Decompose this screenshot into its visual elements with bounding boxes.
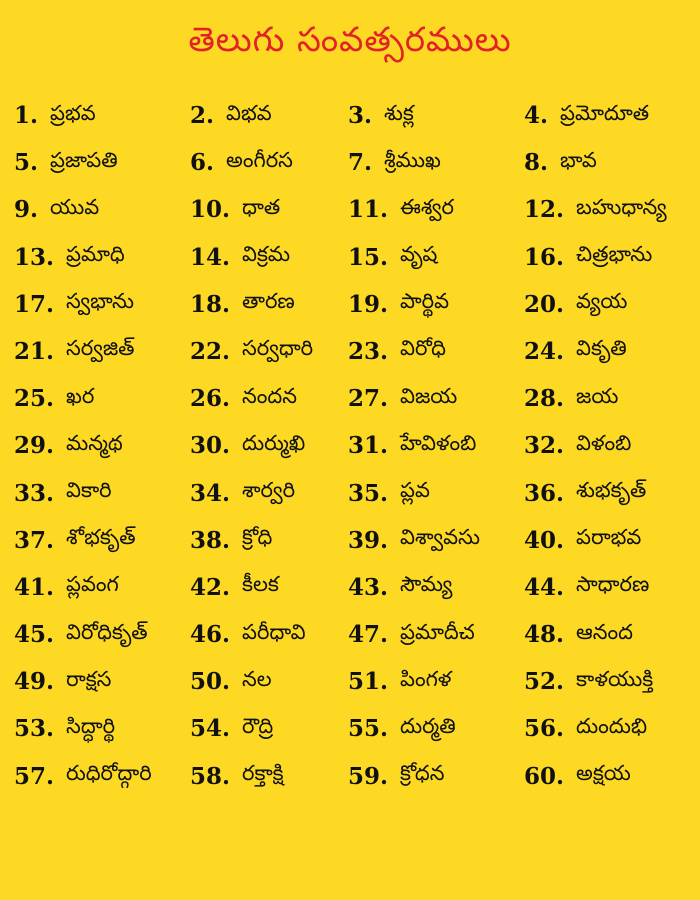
year-name: విళంబి	[576, 430, 632, 455]
year-name: సిద్ధార్థి	[66, 713, 116, 738]
year-item	[14, 92, 96, 139]
year-name: ప్రభవ	[50, 100, 96, 125]
year-number: 16.	[524, 243, 565, 271]
year-name: రక్తాక్షి	[242, 761, 284, 786]
year-number: 35.	[348, 479, 389, 507]
years-row	[0, 139, 700, 186]
year-item	[348, 422, 476, 469]
year-item	[190, 564, 279, 611]
years-row	[0, 517, 700, 564]
year-name: విభవ	[226, 100, 272, 125]
year-item	[190, 375, 297, 422]
year-number: 45.	[14, 621, 55, 649]
year-number: 2.	[190, 102, 215, 129]
year-item	[190, 658, 272, 705]
year-number: 36.	[524, 479, 565, 507]
year-item	[14, 328, 135, 375]
year-number: 3.	[348, 102, 373, 129]
year-item	[524, 92, 649, 139]
year-name: పింగళ	[400, 666, 452, 691]
year-item	[524, 328, 627, 375]
year-number: 47.	[348, 621, 389, 649]
years-row	[0, 564, 700, 611]
year-item	[190, 281, 295, 328]
years-grid	[0, 92, 700, 800]
year-item	[524, 753, 631, 800]
year-name: దుందుభి	[576, 713, 648, 738]
year-item	[524, 564, 649, 611]
year-name: నందన	[242, 383, 297, 408]
year-item	[190, 470, 295, 517]
year-name: వ్యయ	[576, 289, 628, 314]
year-number: 60.	[524, 762, 565, 790]
year-number: 53.	[14, 715, 55, 743]
year-name: ఈశ్వర	[400, 194, 455, 219]
year-item	[348, 564, 452, 611]
year-item	[348, 658, 451, 705]
year-item	[524, 422, 631, 469]
year-name: సర్వజిత్	[66, 336, 135, 361]
year-name: ప్రమోదూత	[560, 100, 650, 125]
year-number: 24.	[524, 337, 565, 365]
year-number: 50.	[190, 668, 231, 696]
year-number: 8.	[524, 149, 549, 177]
year-item	[14, 375, 94, 422]
year-number: 11.	[348, 196, 389, 224]
year-number: 29.	[14, 432, 55, 460]
years-row	[0, 186, 700, 233]
year-number: 9.	[14, 196, 39, 224]
year-number: 40.	[524, 526, 565, 554]
year-name: దుర్మతి	[400, 713, 456, 738]
year-number: 25.	[14, 385, 55, 413]
year-name: వికారి	[66, 478, 112, 502]
year-name: దుర్ముఖి	[242, 430, 306, 455]
year-number: 44.	[524, 573, 565, 601]
year-number: 43.	[348, 573, 389, 601]
year-item	[14, 753, 152, 800]
year-number: 51.	[348, 668, 389, 696]
year-number: 30.	[190, 432, 231, 460]
year-number: 58.	[190, 762, 231, 790]
year-name: వికృతి	[576, 336, 627, 361]
year-number: 4.	[524, 102, 549, 129]
year-number: 48.	[524, 621, 565, 649]
year-number: 38.	[190, 526, 231, 554]
year-name: పరీధావి	[242, 619, 306, 644]
year-item	[524, 234, 652, 281]
year-item	[348, 139, 441, 186]
year-number: 31.	[348, 432, 389, 460]
years-row	[0, 753, 700, 800]
year-name: నల	[242, 666, 272, 691]
year-number: 7.	[348, 149, 373, 177]
year-number: 41.	[14, 573, 55, 601]
year-number: 42.	[190, 573, 231, 601]
year-name: ప్లవంగ	[66, 572, 119, 597]
year-number: 52.	[524, 668, 565, 696]
year-item	[14, 705, 115, 752]
year-name: స్వభాను	[66, 289, 135, 314]
year-number: 13.	[14, 243, 55, 271]
year-name: విశ్వావసు	[400, 525, 481, 550]
years-row	[0, 328, 700, 375]
year-item	[524, 186, 667, 233]
years-row	[0, 234, 700, 281]
year-name: చిత్రభాను	[576, 242, 653, 267]
year-name: శోభకృత్	[66, 525, 136, 550]
year-name: ప్లవ	[400, 478, 430, 502]
year-name: అక్షయ	[576, 761, 631, 786]
year-number: 57.	[14, 762, 55, 790]
year-number: 18.	[190, 290, 231, 318]
year-item	[348, 705, 456, 752]
year-number: 1.	[14, 102, 39, 129]
year-item	[190, 705, 273, 752]
years-row	[0, 422, 700, 469]
year-item	[524, 281, 627, 328]
year-item	[348, 186, 454, 233]
year-item	[190, 517, 272, 564]
years-row	[0, 705, 700, 752]
year-item	[14, 234, 125, 281]
year-name: బహుధాన్య	[576, 194, 667, 219]
year-name: విక్రమ	[242, 242, 291, 267]
year-name: సౌమ్య	[400, 572, 453, 597]
year-number: 56.	[524, 715, 565, 743]
year-number: 28.	[524, 385, 565, 413]
year-item	[190, 234, 290, 281]
year-item	[348, 375, 457, 422]
year-number: 15.	[348, 243, 389, 271]
year-item	[190, 611, 306, 658]
year-item	[14, 658, 111, 705]
year-number: 32.	[524, 432, 565, 460]
year-item	[348, 517, 480, 564]
year-name: రుధిరోద్గారి	[66, 761, 152, 786]
year-name: విజయ	[400, 383, 458, 408]
year-number: 55.	[348, 715, 389, 743]
year-name: ఖర	[66, 383, 95, 408]
year-item	[348, 753, 444, 800]
year-name: కాళయుక్తి	[576, 666, 654, 691]
year-item	[190, 422, 305, 469]
years-row	[0, 658, 700, 705]
year-name: ప్రజాపతి	[50, 147, 118, 172]
year-item	[14, 422, 123, 469]
year-item	[524, 139, 597, 186]
year-name: విరోధి	[400, 336, 446, 361]
year-item	[524, 611, 633, 658]
year-item	[14, 139, 118, 186]
year-item	[14, 281, 134, 328]
year-number: 33.	[14, 479, 55, 507]
years-row	[0, 92, 700, 139]
year-name: శుక్ల	[384, 100, 414, 125]
year-name: మన్మథ	[66, 430, 123, 455]
year-item	[348, 234, 437, 281]
year-name: ఆనంద	[576, 619, 633, 644]
year-item	[14, 186, 99, 233]
year-number: 22.	[190, 337, 231, 365]
year-name: శుభకృత్	[576, 478, 647, 502]
year-item	[190, 139, 293, 186]
year-name: రౌద్రి	[242, 713, 274, 738]
year-number: 20.	[524, 290, 565, 318]
year-name: సర్వధారి	[242, 336, 314, 361]
year-number: 17.	[14, 290, 55, 318]
year-name: అంగీరస	[226, 147, 293, 172]
year-item	[190, 753, 284, 800]
year-name: ప్రమాదీచ	[400, 619, 475, 644]
year-name: ప్రమాధి	[66, 242, 125, 267]
year-item	[348, 611, 475, 658]
year-name: పార్థివ	[400, 289, 450, 314]
year-item	[524, 658, 653, 705]
year-item	[348, 281, 449, 328]
year-name: తారణ	[242, 289, 295, 314]
year-name: శ్రీముఖ	[384, 147, 441, 172]
year-number: 23.	[348, 337, 389, 365]
year-name: రాక్షస	[66, 666, 112, 691]
year-name: పరాభవ	[576, 525, 642, 550]
year-number: 12.	[524, 196, 565, 224]
year-item	[190, 92, 272, 139]
year-name: శార్వరి	[242, 478, 296, 502]
year-number: 26.	[190, 385, 231, 413]
years-row	[0, 375, 700, 422]
year-item	[14, 470, 112, 517]
year-number: 37.	[14, 526, 55, 554]
year-number: 5.	[14, 149, 39, 177]
years-row	[0, 470, 700, 517]
year-number: 59.	[348, 762, 389, 790]
year-number: 34.	[190, 479, 231, 507]
year-item	[190, 328, 313, 375]
year-number: 27.	[348, 385, 389, 413]
year-number: 19.	[348, 290, 389, 318]
year-item	[14, 517, 136, 564]
year-number: 49.	[14, 668, 55, 696]
year-item	[348, 92, 414, 139]
year-name: భావ	[560, 147, 597, 172]
year-item	[348, 470, 430, 517]
year-name: వృష	[400, 242, 438, 267]
year-name: హేవిళంబి	[400, 430, 477, 455]
year-item	[14, 564, 119, 611]
year-name: క్రోధి	[242, 525, 273, 550]
page-title: తెలుగు సంవత్సరములు	[188, 20, 512, 60]
year-name: క్రోధన	[400, 761, 445, 786]
year-item	[524, 470, 646, 517]
year-item	[14, 611, 148, 658]
year-number: 54.	[190, 715, 231, 743]
year-number: 46.	[190, 621, 231, 649]
year-item	[524, 705, 647, 752]
year-number: 10.	[190, 196, 231, 224]
year-item	[524, 517, 641, 564]
years-row	[0, 281, 700, 328]
year-name: ధాత	[242, 194, 281, 219]
year-number: 14.	[190, 243, 231, 271]
year-name: సాధారణ	[576, 572, 650, 597]
year-item	[524, 375, 618, 422]
year-number: 39.	[348, 526, 389, 554]
year-item	[190, 186, 280, 233]
year-number: 21.	[14, 337, 55, 365]
year-name: జయ	[576, 383, 619, 408]
years-row	[0, 611, 700, 658]
year-item	[348, 328, 446, 375]
year-name: కీలక	[242, 572, 279, 597]
year-number: 6.	[190, 149, 215, 177]
year-name: యువ	[50, 194, 100, 219]
year-name: విరోధికృత్	[66, 619, 148, 644]
